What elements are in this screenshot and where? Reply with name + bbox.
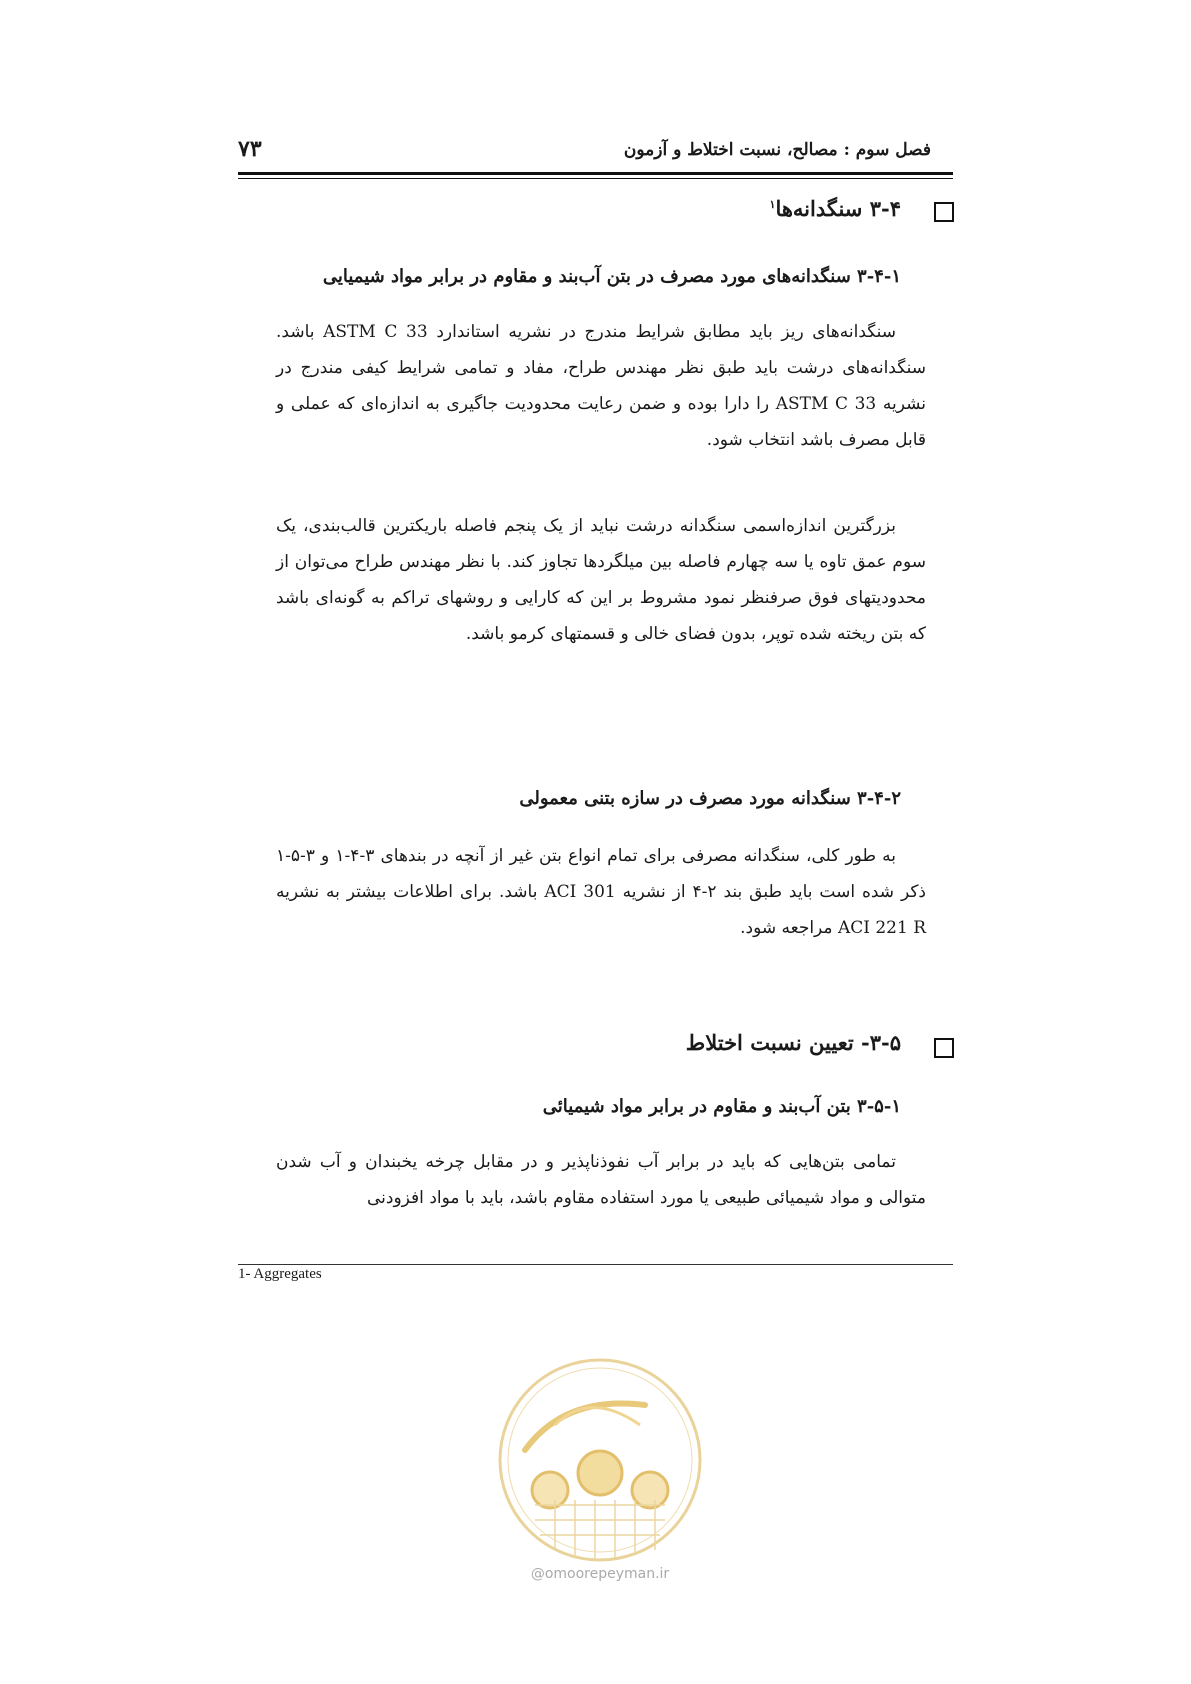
watermark-site: @omoorepeyman.ir — [530, 1566, 670, 1582]
page-number: ۷۳ — [238, 136, 262, 162]
paragraph: به طور کلی، سنگدانه مصرفی برای تمام انواع بتن غیر از آنچه در بندهای ۳-۴-۱ و ۳-۵-۱ ذکر شده است باید طبق بند ۲-۴ از نشریه ACI 301 باشد. برای اطلاعات بیشتر به نشریه ACI 221 R مراجعه شود. — [276, 846, 926, 938]
section-title: ۳-۴ سنگدانه‌ها — [775, 196, 901, 221]
paragraph-block — [276, 838, 926, 946]
paragraph: بزرگترین اندازه‌اسمی سنگدانه درشت نباید از یک پنجم فاصله باریکترین قالب‌بندی، یک سوم عمق تاوه یا سه چهارم فاصله بین میلگردها تجاوز کند. با نظر مهندس طراح می‌توان از محدودیتهای فوق صرفنظر نمود مشروط بر این که کارایی و روشهای تراکم به گونه‌ای باشد که بتن ریخته شده توپر، بدون فضای خالی و قسمتهای کرمو باشد. — [276, 516, 926, 644]
watermark-logo — [495, 1355, 705, 1565]
running-title: فصل سوم : مصالح، نسبت اختلاط و آزمون — [623, 140, 931, 160]
paragraph: تمامی بتن‌هایی که باید در برابر آب نفوذناپذیر و در مقابل چرخه یخبندان و آب شدن متوالی و مواد شیمیائی طبیعی یا مورد استفاده مقاوم باشد، باید با مواد افزودنی — [276, 1152, 926, 1208]
footnote: 1- Aggregates — [238, 1266, 322, 1282]
subsection-title: ۳-۴-۱ سنگدانه‌های مورد مصرف در بتن آب‌بند و مقاوم در برابر مواد شیمیایی — [322, 266, 901, 287]
section-heading-aggregates — [770, 196, 901, 221]
footnote-rule — [238, 1264, 953, 1265]
section-box-icon — [934, 202, 954, 222]
section-box-icon — [934, 1038, 954, 1058]
paragraph: سنگدانه‌های ریز باید مطابق شرایط مندرج در نشریه استاندارد ASTM C 33 باشد. سنگدانه‌های درشت باید طبق نظر مهندس طراح، مفاد و تمامی شرایط کیفی مندرج در نشریه ASTM C 33 را دارا بوده و ضمن رعایت محدودیت جاگیری به اندازه‌ای که عملی و قابل مصرف باشد انتخاب شود. — [276, 322, 926, 450]
header-rule-thin — [238, 178, 953, 179]
footnote-marker: ۱ — [769, 198, 776, 211]
paragraph-block — [276, 1144, 926, 1216]
section-title: ۳-۵- تعیین نسبت اختلاط — [685, 1030, 901, 1055]
header-rule-thick — [238, 172, 953, 175]
subsection-title: ۳-۵-۱ بتن آب‌بند و مقاوم در برابر مواد شیمیائی — [542, 1096, 901, 1117]
subsection-title: ۳-۴-۲ سنگدانه مورد مصرف در سازه بتنی معمولی — [519, 788, 901, 809]
paragraph-block — [276, 508, 926, 652]
paragraph-block — [276, 314, 926, 458]
